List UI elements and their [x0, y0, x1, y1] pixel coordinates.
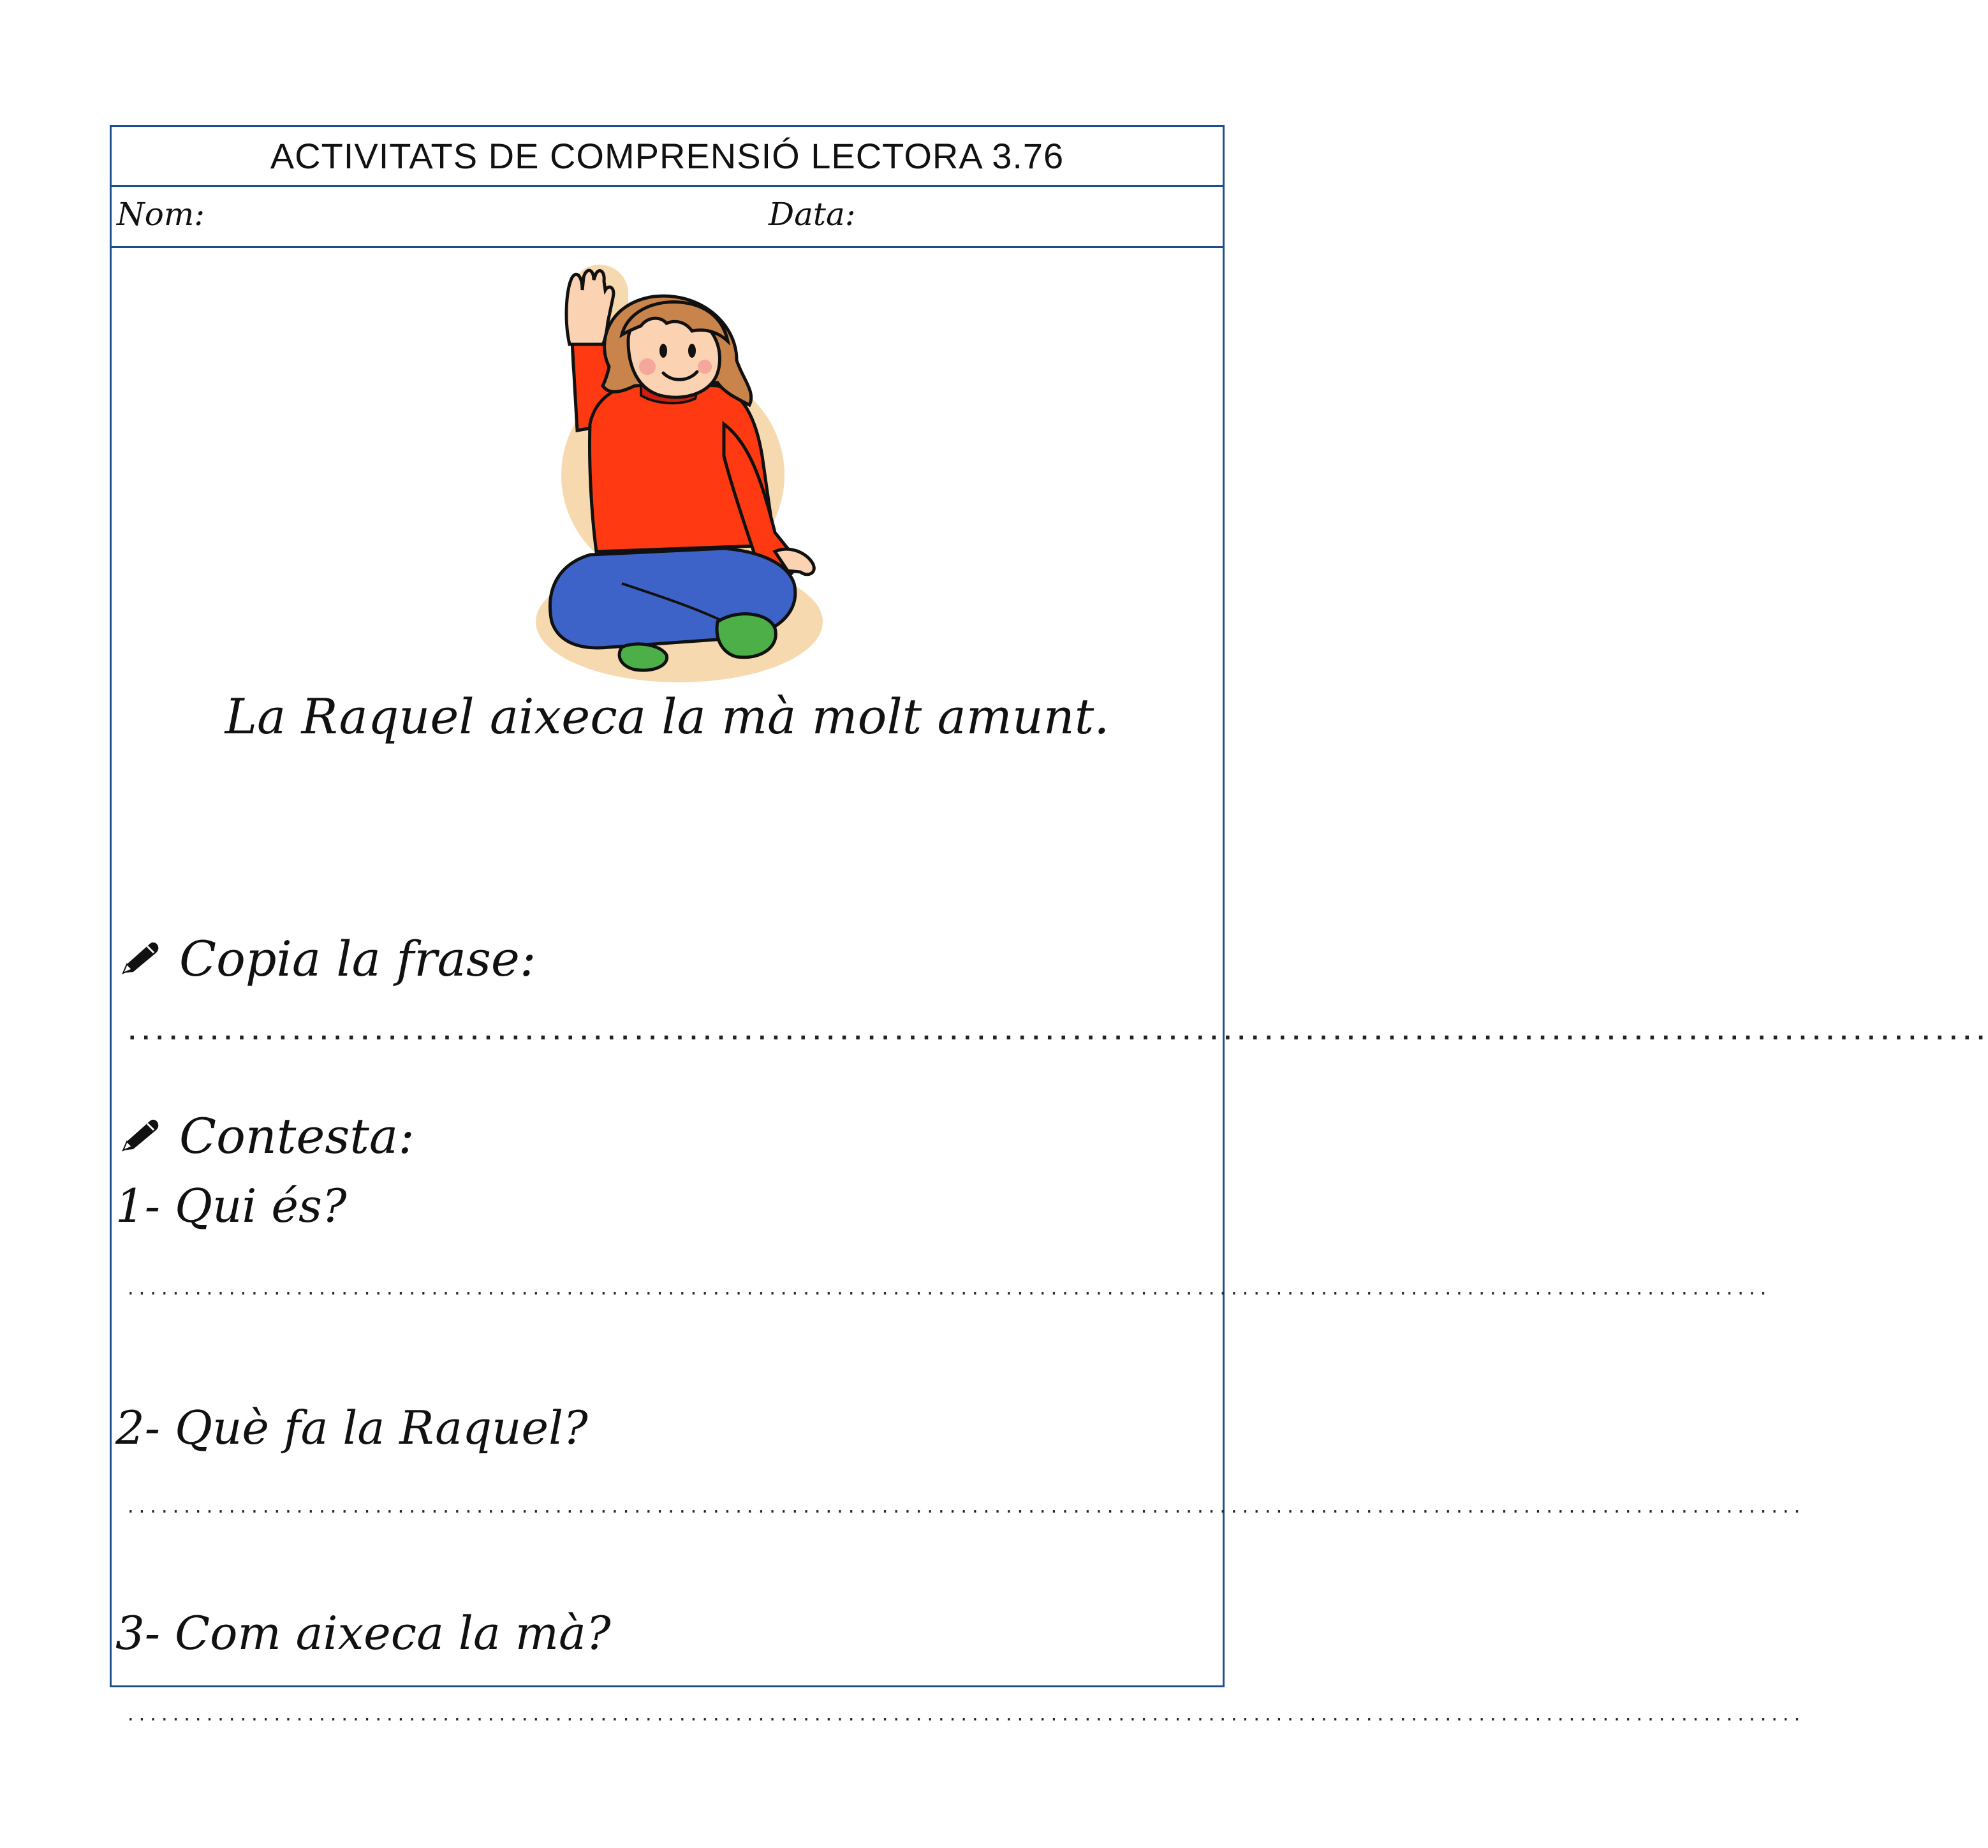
- name-label: Nom:: [117, 196, 205, 233]
- question-2: 2- Què fa la Raquel?: [115, 1401, 588, 1455]
- answer-line-1[interactable]: ..................................................................................................................................................: [126, 1280, 1770, 1299]
- answer-line-2[interactable]: .....................................................................................................................................................: [126, 1498, 1804, 1517]
- pencil-icon: [118, 940, 163, 978]
- copy-heading-text: Copia la frase:: [179, 930, 536, 987]
- worksheet: [110, 125, 1988, 1725]
- answer-heading-text: Contesta:: [179, 1108, 415, 1164]
- reading-sentence: La Raquel aixeca la mà molt amunt.: [225, 688, 1110, 745]
- title-text: ACTIVITATS DE COMPRENSIÓ LECTORA 3.76: [270, 136, 1064, 176]
- question-3: 3- Com aixeca la mà?: [115, 1606, 611, 1660]
- pencil-icon: [118, 1117, 163, 1155]
- name-date-row: [112, 187, 1223, 248]
- copy-answer-line[interactable]: ........................................................................................................................................: [126, 1020, 1988, 1045]
- answer-heading: [118, 1108, 415, 1164]
- date-label: Data:: [769, 196, 856, 233]
- answer-line-3[interactable]: .....................................................................................................................................................: [126, 1706, 1804, 1725]
- worksheet-title: [112, 127, 1223, 187]
- girl-raising-hand-illustration: [533, 265, 826, 686]
- question-1: 1- Qui és?: [115, 1179, 347, 1233]
- copy-heading: [118, 930, 536, 987]
